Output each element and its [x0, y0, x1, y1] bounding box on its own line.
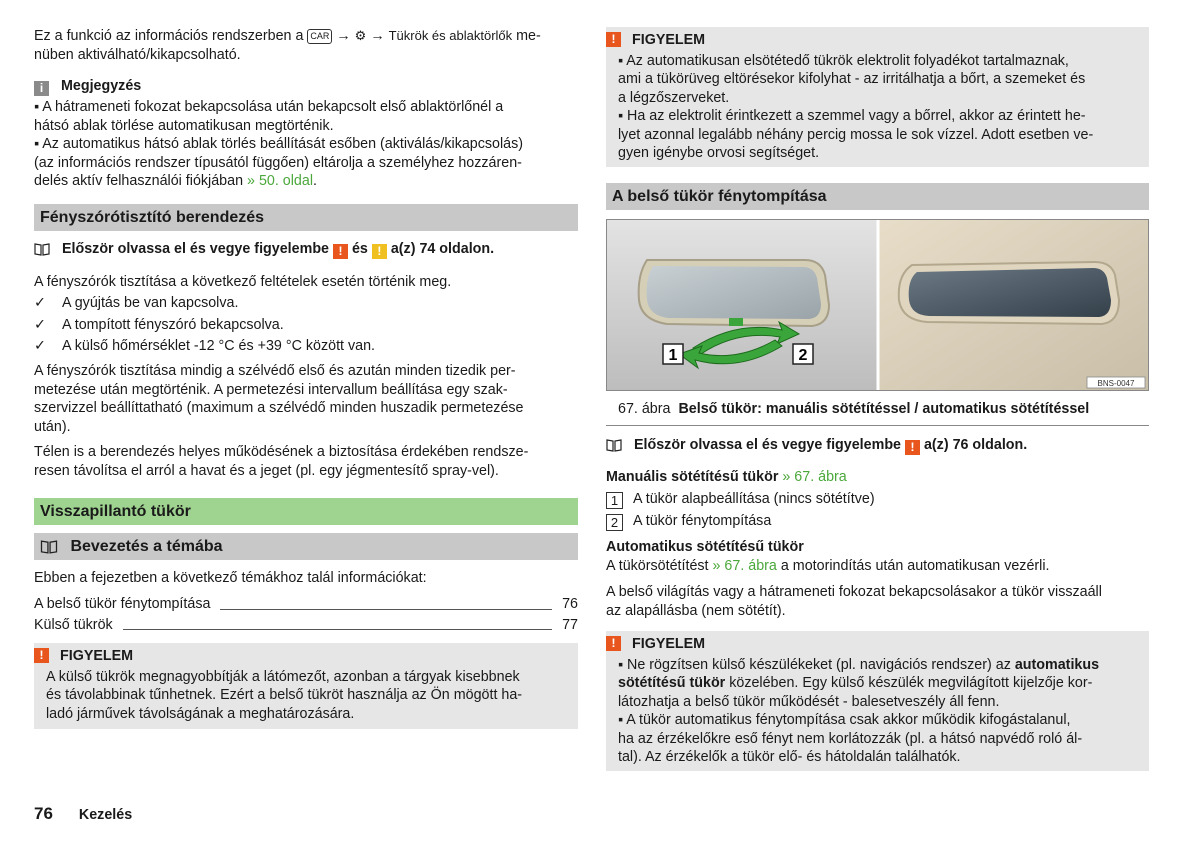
- warning-box: ! FIGYELEM A külső tükrök megnagyobbítják a látómezőt, azonban a tárgyak kisebbnek és távolabbinak tűnhetnek. Ezért a belső tükröt használja az Ön mögött ha- ladó járművek távolságának a meghatározására.: [34, 643, 578, 729]
- toc-entry[interactable]: Külső tükrök 77: [34, 616, 578, 633]
- auto-mirror-section: Automatikus sötétítésű tükör A tükörsötétítést » 67. ábra a motorindítás után automatikusan vezérli.: [606, 539, 1050, 574]
- figure-label-1: 1: [668, 347, 678, 364]
- book-icon: [34, 242, 50, 256]
- mirror-illustration: [607, 220, 1148, 390]
- list-item: ✓ A tompított fényszóró bekapcsolva.: [34, 316, 578, 335]
- read-first-line: Először olvassa el és vegye figyelembe ! és ! a(z) 74 oldalon.: [34, 240, 578, 259]
- warning-icon[interactable]: !: [905, 440, 920, 455]
- note-box: i Megjegyzés ▪ A hátrameneti fokozat bekapcsolása után bekapcsolt első ablaktörlőnél a hátsó ablak törlése automatikusan megtörténik. ▪ Az automatikus hátsó ablak törlés beállítását esőben (aktiválás/kikapcsolás) (az információs rendszer típusától függően) eltárolja a személyhez hozzáren- delés aktív felhasználói fiókjában » 50. oldal.: [34, 78, 524, 189]
- footer-section: Kezelés: [78, 807, 133, 823]
- figure-link[interactable]: » 67. ábra: [782, 469, 847, 485]
- book-icon: [40, 539, 58, 554]
- list-item: 2 A tükör fénytompítása: [606, 512, 1149, 531]
- page-number: 76: [34, 804, 53, 823]
- conditions-list: [34, 294, 578, 356]
- section-title-inner-mirror: A belső tükör fénytompítása: [606, 183, 1149, 210]
- warning-icon[interactable]: !: [333, 244, 348, 259]
- figure-link[interactable]: » 67. ábra: [712, 557, 777, 574]
- toc-entry[interactable]: A belső tükör fénytompítása 76: [34, 596, 578, 612]
- car-icon: CAR: [307, 29, 332, 44]
- page-footer: [34, 805, 132, 825]
- warning-icon: !: [606, 636, 621, 651]
- section-title-mirrors: Visszapillantó tükör: [34, 498, 578, 525]
- figure-code: BNS-0047: [1097, 379, 1135, 388]
- conditions-intro: A fényszórók tisztítása a következő feltételek esetén történik meg.: [34, 274, 452, 290]
- list-item: ✓ A külső hőmérséklet -12 °C és +39 °C között van.: [34, 337, 578, 356]
- caution-icon[interactable]: !: [372, 244, 387, 259]
- warning-icon: !: [606, 32, 621, 47]
- section-title-headlight-washer: Fényszórótisztító berendezés: [34, 204, 578, 231]
- menu-name: Tükrök és ablaktörlők: [388, 28, 513, 43]
- settings-gear-icon: ⚙: [354, 28, 367, 43]
- subsection-intro: Bevezetés a témába: [34, 533, 578, 560]
- warning-box-sensor: ! FIGYELEM ▪ Ne rögzítsen külső készülékeket (pl. navigációs rendszer) az automatikus sötétítésű tükör közelében. Egy külső készülék megvilágított kijelzője kor- látozhatja a belső tükör működését - balesetveszély áll fenn. ▪ A tükör automatikus fénytompítása csak akkor működik kifogástalanul, ha az érzékelőkre eső fényt nem korlátozzák (pl. a hátsó napvédő roló ál- tal). Az érzékelők a tükör elő- és hátoldalán találhatók.: [606, 631, 1149, 771]
- warning-icon: !: [34, 648, 49, 663]
- chapter-intro: Ebben a fejezetben a következő témákhoz talál információkat:: [34, 570, 427, 586]
- page-link-50[interactable]: » 50. oldal: [247, 173, 313, 189]
- read-first-line: Először olvassa el és vegye figyelembe ! a(z) 76 oldalon.: [606, 436, 1149, 455]
- list-item: ✓ A gyújtás be van kapcsolva.: [34, 294, 578, 313]
- figure-caption: 67. ábra Belső tükör: manuális sötétítéssel / automatikus sötétítéssel: [606, 400, 1149, 426]
- figure-label-2: 2: [798, 347, 808, 364]
- paragraph-spray-interval: A fényszórók tisztítása mindig a szélvédő első és azután minden tizedik per- metezése után megtörténik. A permetezési intervallum beállítása egy szak- szervizzel beállíttatható (maximum a szélvédő minden huszadik permetezése után).: [34, 363, 524, 435]
- list-item: 1 A tükör alapbeállítása (nincs sötétítve): [606, 490, 1149, 509]
- toc: [34, 595, 578, 634]
- intro-paragraph: Ez a funkció az információs rendszerben a CAR → ⚙ → Tükrök és ablaktörlők me- nüben aktiválható/kikapcsolható.: [34, 28, 541, 63]
- note-title: Megjegyzés: [60, 78, 142, 94]
- info-icon: i: [34, 81, 49, 96]
- book-icon: [606, 438, 622, 452]
- reset-paragraph: A belső világítás vagy a hátrameneti fokozat bekapcsolásakor a tükör visszaáll az alapállásba (nem sötétít).: [606, 584, 1102, 619]
- warning-box-electrolyte: ! FIGYELEM ▪ Az automatikusan elsötétedő tükrök elektrolit folyadékot tartalmaznak, ami a tükörüveg eltörésekor kifolyhat - az irritálhatja a bőrt, a szemeket és a légzőszerveket. ▪ Ha az elektrolit érintkezett a szemmel vagy a bőrrel, akkor az érintett he- lyet azonnal legalább néhány percig mossa le sok vízzel. Adott esetben ve- gyen igénybe orvosi segítséget.: [606, 27, 1149, 167]
- paragraph-winter: Télen is a berendezés helyes működésének a biztosítása érdekében rendsze- resen távolítsa el arról a havat és a jeget (pl. egy jégmentesítő spray-vel).: [34, 444, 529, 479]
- manual-mirror-section: Manuális sötétítésű tükör » 67. ábra 1 A tükör alapbeállítása (nincs sötétítve) 2 A tükör fénytompítása: [606, 468, 1149, 531]
- mirror-figure: [606, 219, 1149, 391]
